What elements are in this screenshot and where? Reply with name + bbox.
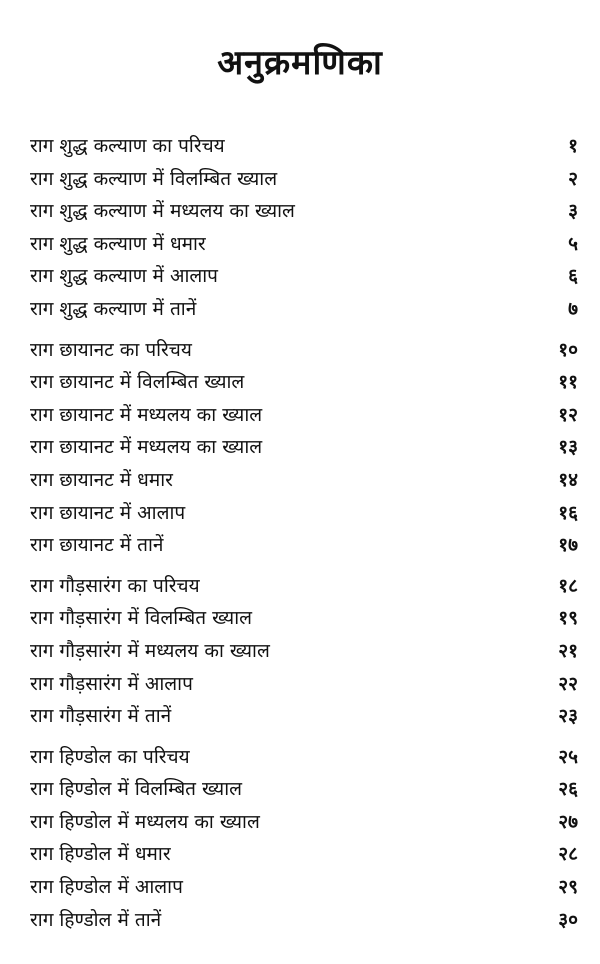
toc-entry-page-number: १० xyxy=(558,338,578,361)
toc-entry-label: राग छायानट में धमार xyxy=(30,468,173,491)
toc-entry-label: राग शुद्ध कल्याण में आलाप xyxy=(30,265,218,288)
toc-section xyxy=(30,741,578,937)
toc-section xyxy=(30,570,578,733)
toc-entry xyxy=(30,904,578,937)
toc-section xyxy=(30,130,578,326)
toc-entry-page-number: ३ xyxy=(568,200,578,223)
toc-entry-page-number: १७ xyxy=(558,534,578,557)
toc-entry xyxy=(30,741,578,774)
toc-entry xyxy=(30,399,578,432)
toc-entry xyxy=(30,871,578,904)
toc-entry-page-number: २२ xyxy=(558,672,578,695)
toc-entry xyxy=(30,570,578,603)
toc-entry-label: राग गौड़सारंग में विलम्बित ख्याल xyxy=(30,607,253,630)
toc-entry-label: राग छायानट में मध्यलय का ख्याल xyxy=(30,403,263,426)
toc-entry-label: राग शुद्ध कल्याण में विलम्बित ख्याल xyxy=(30,167,278,190)
table-of-contents xyxy=(30,130,578,936)
toc-entry xyxy=(30,163,578,196)
toc-entry-label: राग शुद्ध कल्याण में मध्यलय का ख्याल xyxy=(30,200,295,223)
toc-entry xyxy=(30,700,578,733)
toc-entry-page-number: ११ xyxy=(558,371,578,394)
toc-entry-label: राग गौड़सारंग में आलाप xyxy=(30,672,193,695)
page-title: अनुक्रमणिका xyxy=(217,43,383,83)
toc-entry-page-number: २५ xyxy=(558,745,578,768)
toc-section xyxy=(30,334,578,562)
toc-entry-page-number: १८ xyxy=(558,574,578,597)
toc-entry xyxy=(30,334,578,367)
toc-entry-page-number: १ xyxy=(568,135,578,157)
toc-entry xyxy=(30,602,578,635)
toc-entry xyxy=(30,228,578,261)
toc-entry-page-number: १६ xyxy=(558,501,578,524)
toc-entry-page-number: २ xyxy=(568,167,578,190)
toc-entry-page-number: २६ xyxy=(558,778,578,801)
toc-entry-label: राग छायानट में तानें xyxy=(30,534,164,557)
toc-entry xyxy=(30,260,578,293)
toc-entry-page-number: २१ xyxy=(558,639,578,662)
toc-entry-label: राग छायानट का परिचय xyxy=(30,338,192,361)
toc-entry-label: राग हिण्डोल में आलाप xyxy=(30,876,183,899)
toc-entry-label: राग छायानट में मध्यलय का ख्याल xyxy=(30,436,263,459)
toc-entry-page-number: १९ xyxy=(558,607,578,630)
toc-entry xyxy=(30,464,578,497)
toc-entry-label: राग गौड़सारंग का परिचय xyxy=(30,574,200,597)
toc-entry-label: राग छायानट में विलम्बित ख्याल xyxy=(30,371,245,394)
toc-entry xyxy=(30,838,578,871)
toc-entry-page-number: ३० xyxy=(558,908,578,931)
toc-entry xyxy=(30,635,578,668)
toc-entry-page-number: ७ xyxy=(568,297,578,320)
toc-entry-page-number: २८ xyxy=(558,843,578,866)
toc-entry-label: राग शुद्ध कल्याण में तानें xyxy=(30,297,197,320)
toc-entry xyxy=(30,773,578,806)
toc-entry-page-number: १३ xyxy=(558,436,578,459)
toc-entry-label: राग छायानट में आलाप xyxy=(30,501,186,524)
toc-entry-page-number: ६ xyxy=(568,265,578,288)
toc-entry-page-number: १४ xyxy=(558,468,578,491)
toc-entry-page-number: ५ xyxy=(568,232,578,255)
toc-entry xyxy=(30,130,578,163)
toc-entry xyxy=(30,431,578,464)
toc-entry-label: राग हिण्डोल में तानें xyxy=(30,908,162,931)
toc-entry-label: राग गौड़सारंग में मध्यलय का ख्याल xyxy=(30,639,270,662)
toc-entry-page-number: २३ xyxy=(558,705,578,728)
toc-entry-label: राग हिण्डोल का परिचय xyxy=(30,745,190,768)
toc-entry xyxy=(30,668,578,701)
toc-entry-label: राग गौड़सारंग में तानें xyxy=(30,705,172,728)
toc-entry-label: राग हिण्डोल में विलम्बित ख्याल xyxy=(30,778,242,801)
toc-entry xyxy=(30,497,578,530)
toc-entry-page-number: २९ xyxy=(558,876,578,899)
toc-entry-label: राग शुद्ध कल्याण में धमार xyxy=(30,232,206,255)
toc-entry xyxy=(30,529,578,562)
toc-entry-page-number: १२ xyxy=(558,403,578,426)
toc-entry-page-number: २७ xyxy=(558,810,578,833)
toc-entry xyxy=(30,195,578,228)
toc-entry-label: राग हिण्डोल में धमार xyxy=(30,843,171,866)
toc-entry xyxy=(30,366,578,399)
toc-entry-label: राग शुद्ध कल्याण का परिचय xyxy=(30,135,225,157)
toc-entry xyxy=(30,293,578,326)
toc-entry-label: राग हिण्डोल में मध्यलय का ख्याल xyxy=(30,810,260,833)
toc-entry xyxy=(30,806,578,839)
